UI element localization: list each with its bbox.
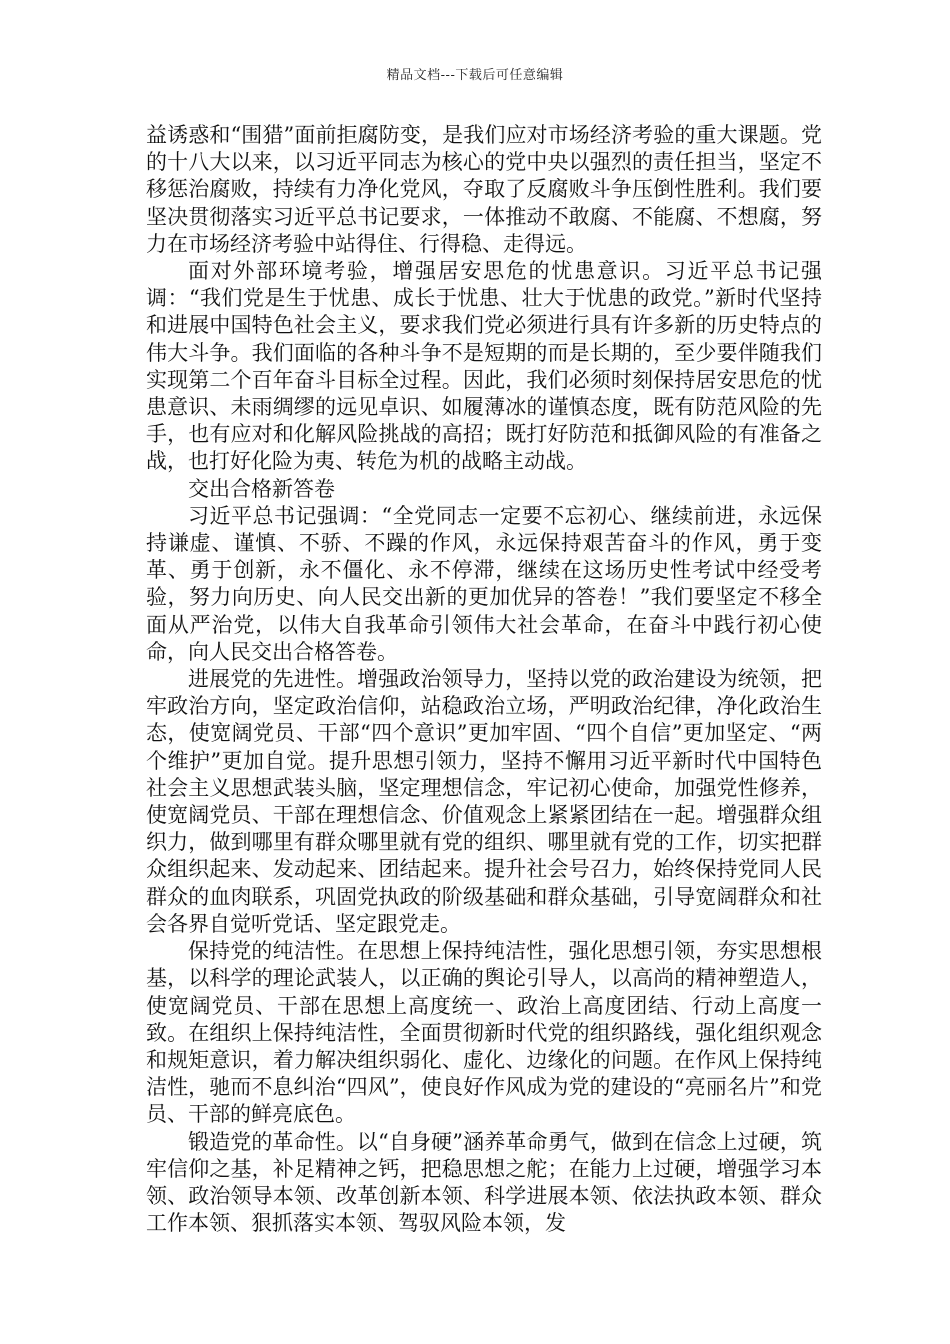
- paragraph-1: 益诱惑和“围猎”面前拒腐防变，是我们应对市场经济考验的重大课题。党的十八大以来，以习近平同志为核心的党中央以强烈的责任担当，坚定不移惩治腐败，持续有力净化党风，夺取了反腐败斗争压倒性胜利。我们要坚决贯彻落实习近平总书记要求，一体推动不敢腐、不能腐、不想腐，努力在市场经济考验中站得住、行得稳、走得远。: [146, 123, 822, 256]
- paragraph-2: 面对外部环境考验，增强居安思危的忧患意识。习近平总书记强调：“我们党是生于忧患、成长于忧患、壮大于忧患的政党。”新时代坚持和进展中国特色社会主义，要求我们党必须进行具有许多新的历史特点的伟大斗争。我们面临的各种斗争不是短期的而是长期的，至少要伴随我们实现第二个百年奋斗目标全过程。因此，我们必须时刻保持居安思危的忧患意识、未雨绸缪的远见卓识、如履薄冰的谨慎态度，既有防范风险的先手，也有应对和化解风险挑战的高招；既打好防范和抵御风险的有准备之战，也打好化险为夷、转危为机的战略主动战。: [146, 259, 822, 474]
- paragraph-3: 习近平总书记强调：“全党同志一定要不忘初心、继续前进，永远保持谦虚、谨慎、不骄、不躁的作风，永远保持艰苦奋斗的作风，勇于变革、勇于创新，永不僵化、永不停滞，继续在这场历史性考试中经受考验，努力向历史、向人民交出新的更加优异的答卷！”我们要坚定不移全面从严治党，以伟大自我革命引领伟大社会革命，在奋斗中践行初心使命，向人民交出合格答卷。: [146, 503, 822, 664]
- section-heading: 交出合格新答卷: [188, 476, 335, 501]
- paragraph-6: 锻造党的革命性。以“自身硬”涵养革命勇气，做到在信念上过硬，筑牢信仰之基，补足精神之钙，把稳思想之舵；在能力上过硬，增强学习本领、政治领导本领、改革创新本领、科学进展本领、依法执政本领、群众工作本领、狠抓落实本领、驾驭风险本领，发: [146, 1129, 822, 1236]
- paragraph-4: 进展党的先进性。增强政治领导力，坚持以党的政治建设为统领，把牢政治方向，坚定政治信仰，站稳政治立场，严明政治纪律，净化政治生态，使宽阔党员、干部“四个意识”更加牢固、“四个自信”更加坚定、“两个维护”更加自觉。提升思想引领力，坚持不懈用习近平新时代中国特色社会主义思想武装头脑，坚定理想信念，牢记初心使命，加强党性修养，使宽阔党员、干部在理想信念、价值观念上紧紧团结在一起。增强群众组织力，做到哪里有群众哪里就有党的组织、哪里就有党的工作，切实把群众组织起来、发动起来、团结起来。提升社会号召力，始终保持党同人民群众的血肉联系，巩固党执政的阶级基础和群众基础，引导宽阔群众和社会各界自觉听党话、坚定跟党走。: [146, 667, 822, 936]
- document-body: [146, 122, 822, 1237]
- paragraph-5: 保持党的纯洁性。在思想上保持纯洁性，强化思想引领，夯实思想根基，以科学的理论武装人，以正确的舆论引导人，以高尚的精神塑造人，使宽阔党员、干部在思想上高度统一、政治上高度团结、行动上高度一致。在组织上保持纯洁性，全面贯彻新时代党的组织路线，强化组织观念和规矩意识，着力解决组织弱化、虚化、边缘化的问题。在作风上保持纯洁性，驰而不息纠治“四风”，使良好作风成为党的建设的“亮丽名片”和党员、干部的鲜亮底色。: [146, 939, 822, 1127]
- page-header: 精品文档---下载后可任意编辑: [386, 68, 564, 83]
